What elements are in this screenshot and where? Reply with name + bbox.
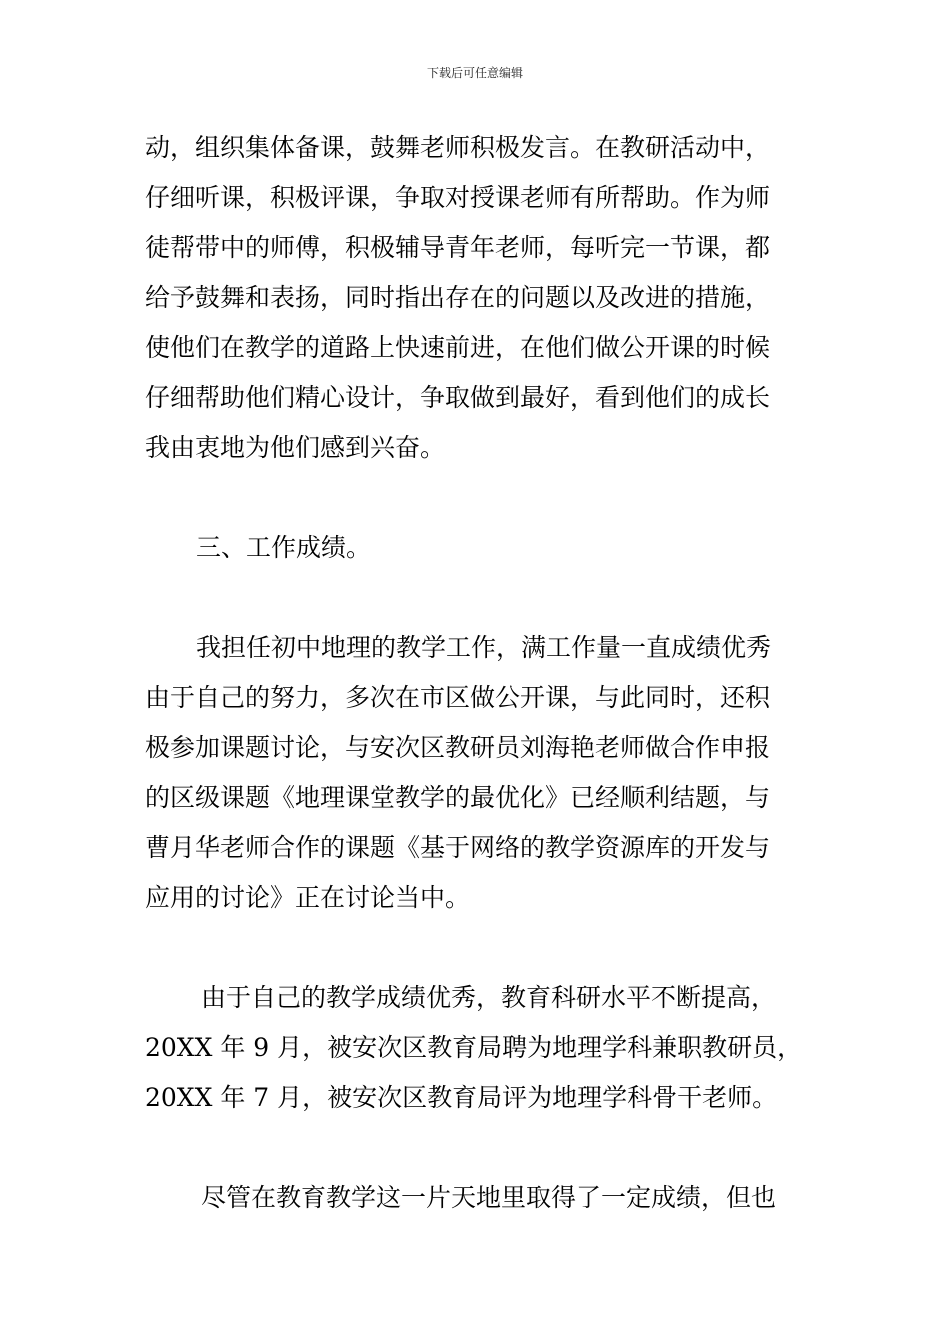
paragraph-line: 徒帮带中的师傅，积极辅导青年老师，每听完一节课，都 [145, 233, 771, 262]
paragraph-line: 由于自己的教学成绩优秀，教育科研水平不断提高， [201, 983, 777, 1012]
paragraph-line: 极参加课题讨论，与安次区教研员刘海艳老师做合作申报 [145, 733, 771, 762]
paragraph-line: 我担任初中地理的教学工作，满工作量一直成绩优秀 [196, 633, 772, 662]
paragraph-line: 的区级课题《地理课堂教学的最优化》已经顺利结题，与 [145, 783, 771, 812]
paragraph-line: 20XX 年 9 月，被安次区教育局聘为地理学科兼职教研员， [145, 1033, 803, 1062]
paragraph-line: 20XX 年 7 月，被安次区教育局评为地理学科骨干老师。 [145, 1083, 778, 1112]
paragraph-line: 使他们在教学的道路上快速前进，在他们做公开课的时候 [145, 333, 771, 362]
paragraph-line: 尽管在教育教学这一片天地里取得了一定成绩，但也 [201, 1183, 777, 1212]
paragraph-line: 应用的讨论》正在讨论当中。 [145, 883, 471, 912]
paragraph-line: 仔细听课，积极评课，争取对授课老师有所帮助。作为师 [145, 183, 771, 212]
paragraph-line: 给予鼓舞和表扬，同时指出存在的问题以及改进的措施， [145, 283, 771, 312]
paragraph-line: 动，组织集体备课，鼓舞老师积极发言。在教研活动中， [145, 133, 771, 162]
paragraph-line: 由于自己的努力，多次在市区做公开课，与此同时，还积 [145, 683, 771, 712]
paragraph-line: 曹月华老师合作的课题《基于网络的教学资源库的开发与 [145, 833, 771, 862]
page-header: 下载后可任意编辑 [426, 66, 523, 80]
paragraph-line: 我由衷地为他们感到兴奋。 [145, 433, 446, 462]
paragraph-line: 仔细帮助他们精心设计，争取做到最好，看到他们的成长 [145, 383, 771, 412]
section-heading: 三、工作成绩。 [196, 533, 372, 562]
